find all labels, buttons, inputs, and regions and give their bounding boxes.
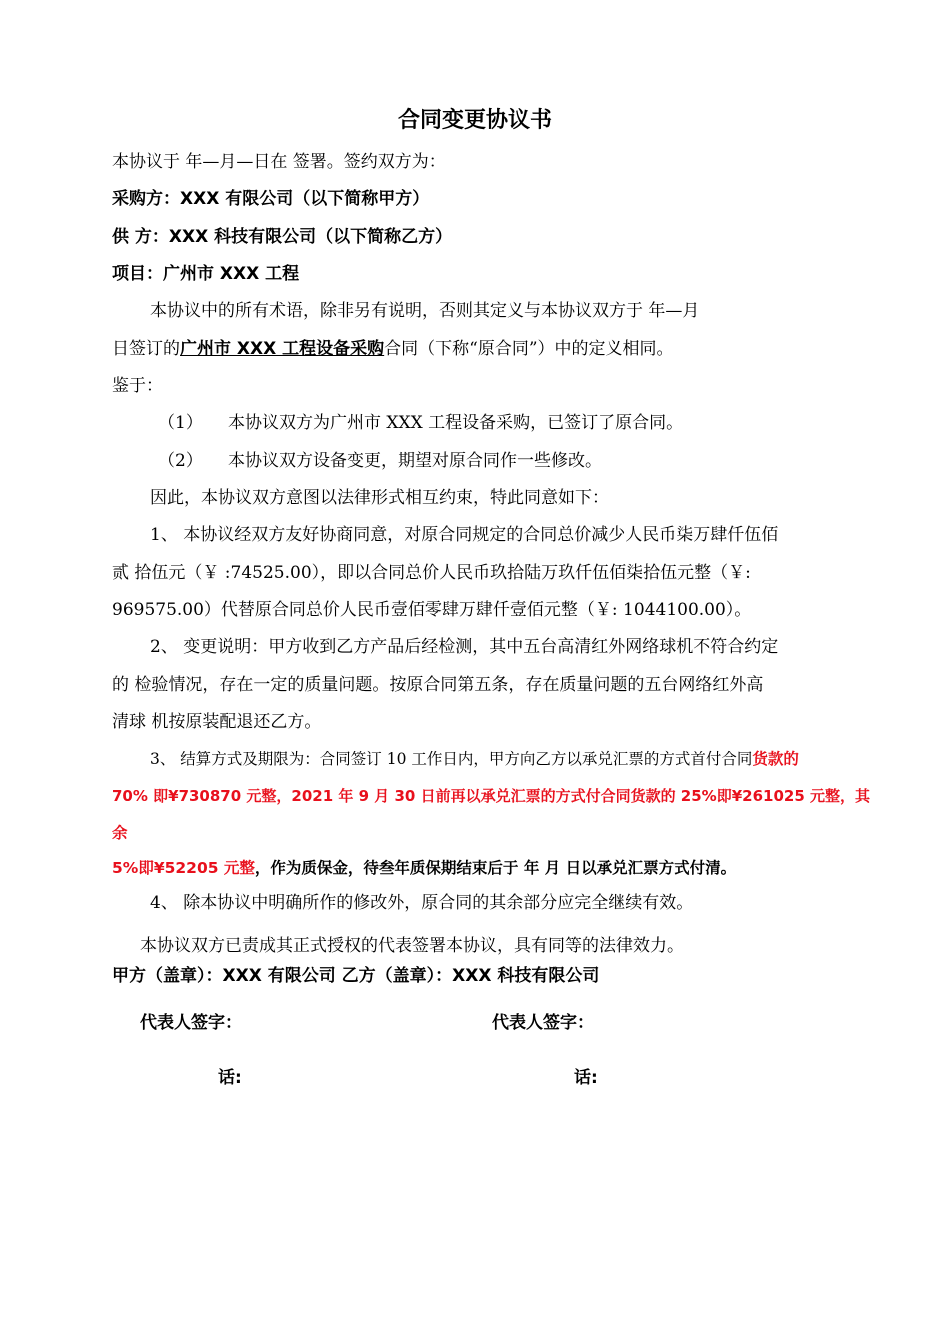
whereas-2-text: 本协议双方设备变更，期望对原合同作一些修改。	[228, 451, 602, 471]
terms-line-2	[112, 337, 674, 361]
item-1-line-3: 969575.00）代替原合同总价人民币壹佰零肆万肆仟壹佰元整（￥: 1044100.00）。	[112, 600, 752, 620]
item-3-line-4-text: ，作为质保金，待叁年质保期结束后于 年 月 日以承兑汇票方式付清。	[254, 859, 737, 877]
intro-line: 本协议于 年—月—日在 签署。签约双方为：	[112, 152, 446, 172]
whereas-2-number: （2）	[158, 451, 203, 471]
original-contract-name: 广州市 XXX 工程设备采购	[180, 339, 385, 359]
whereas-1-number: （1）	[158, 413, 203, 433]
item-3-line-3: 余	[112, 824, 128, 842]
buyer-line: 采购方：XXX 有限公司（以下简称甲方）	[112, 189, 430, 209]
item-3-line-4	[112, 856, 736, 880]
item-3-line-1-highlight: 货款的	[752, 750, 799, 768]
project-line: 项目：广州市 XXX 工程	[112, 264, 300, 284]
therefore-line: 因此，本协议双方意图以法律形式相互约束，特此同意如下：	[150, 488, 609, 508]
item-4-line: 4、 除本协议中明确所作的修改外，原合同的其余部分应完全继续有效。	[150, 893, 694, 913]
party-a-telephone: 话:	[218, 1068, 242, 1088]
terms-line-1: 本协议中的所有术语，除非另有说明，否则其定义与本协议双方于 年—月	[150, 301, 700, 321]
item-2-line-1: 2、 变更说明：甲方收到乙方产品后经检测，其中五台高清红外网络球机不符合约定	[150, 637, 779, 657]
item-3-line-2: 70% 即¥730870 元整，2021 年 9 月 30 日前再以承兑汇票的方式付合同货款的 25%即¥261025 元整，其	[112, 787, 870, 805]
item-3-retention-amount: 5%即¥52205 元整	[112, 859, 255, 877]
item-3-line-1-text: 3、 结算方式及期限为：合同签订 10 工作日内，甲方向乙方以承兑汇票的方式首付合同	[150, 750, 753, 768]
party-b-telephone: 话:	[574, 1068, 598, 1088]
item-1-line-2: 贰 拾伍元（￥ :74525.00），即以合同总价人民币玖拾陆万玖仟伍佰柒拾伍元整（￥:	[112, 563, 751, 583]
party-a-representative-signature: 代表人签字：	[140, 1013, 242, 1033]
document-title: 合同变更协议书	[397, 108, 552, 133]
closing-line: 本协议双方已责成其正式授权的代表签署本协议，具有同等的法律效力。	[140, 936, 684, 956]
item-1-line-1: 1、 本协议经双方友好协商同意，对原合同规定的合同总价减少人民币柒万肆仟伍佰	[150, 525, 779, 545]
item-3-line-1	[150, 747, 799, 771]
whereas-heading: 鉴于：	[112, 376, 163, 396]
item-2-line-3: 清球 机按原装配退还乙方。	[112, 712, 322, 732]
item-2-line-2: 的 检验情况，存在一定的质量问题。按原合同第五条，存在质量问题的五台网络红外高	[112, 675, 764, 695]
terms-line-2-suffix: 合同（下称“原合同”）中的定义相同。	[384, 339, 674, 359]
parties-seal-line: 甲方（盖章）：XXX 有限公司 乙方（盖章）：XXX 科技有限公司	[112, 966, 600, 986]
supplier-line: 供 方：XXX 科技有限公司（以下简称乙方）	[112, 227, 453, 247]
party-b-representative-signature: 代表人签字：	[492, 1013, 594, 1033]
whereas-1-text: 本协议双方为广州市 XXX 工程设备采购，已签订了原合同。	[228, 413, 684, 433]
terms-line-2-prefix: 日签订的	[112, 339, 180, 359]
